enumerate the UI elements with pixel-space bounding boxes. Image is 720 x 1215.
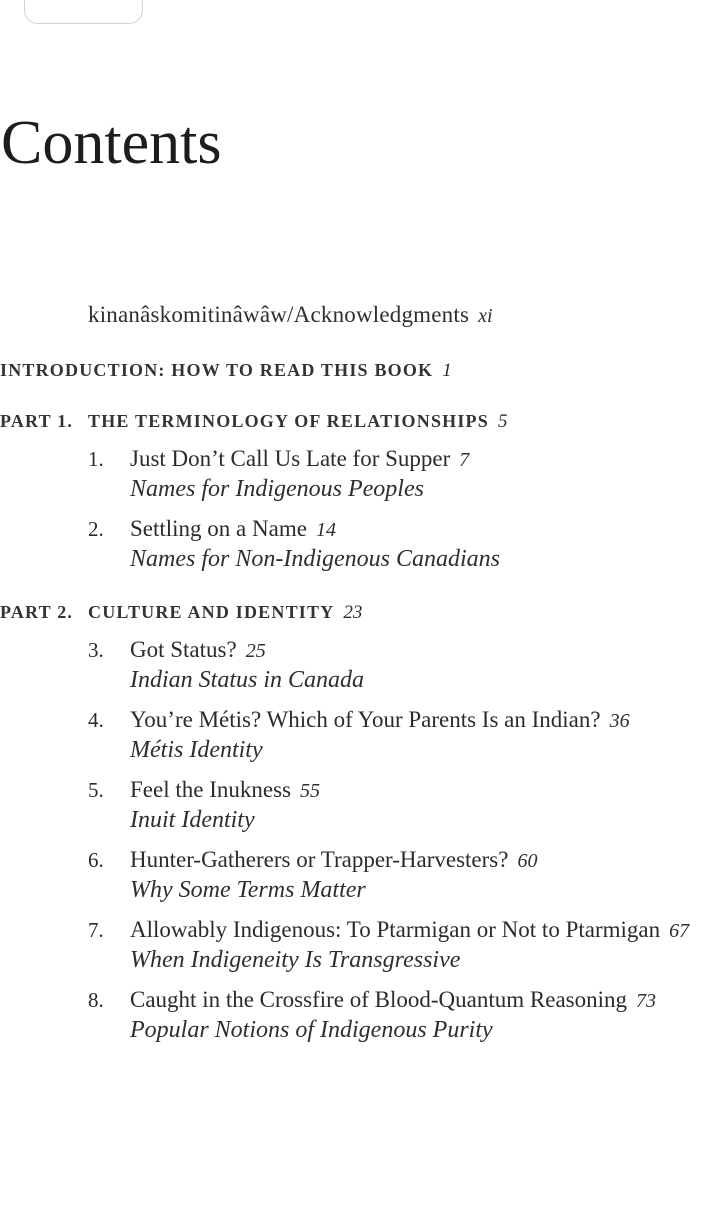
chapter-title: Feel the Inukness xyxy=(130,777,291,802)
chapter-page-number: 14 xyxy=(315,519,336,541)
chapter-entry xyxy=(130,915,689,975)
chapter-number: 1. xyxy=(88,447,104,471)
toc-part xyxy=(0,409,720,574)
chapter-title: Settling on a Name xyxy=(130,516,307,541)
toc-chapter xyxy=(88,705,720,765)
chapter-subtitle: When Indigeneity Is Transgressive xyxy=(130,947,461,973)
toc-entry-introduction xyxy=(0,358,720,383)
chapter-title: Caught in the Crossfire of Blood-Quantum Reasoning xyxy=(130,987,627,1012)
part-title: THE TERMINOLOGY OF RELATIONSHIPS xyxy=(88,411,489,431)
chapter-subtitle: Indian Status in Canada xyxy=(130,667,365,693)
part-page-number: 23 xyxy=(343,602,363,623)
chapter-number: 5. xyxy=(88,778,104,802)
chapter-title: You’re Métis? Which of Your Parents Is an Indian? xyxy=(130,707,601,732)
toc-parts xyxy=(0,409,720,1045)
toc-chapter xyxy=(88,514,720,574)
chapter-title: Got Status? xyxy=(130,637,237,662)
chapter-page-number: 67 xyxy=(669,920,690,942)
chapter-page-number: 7 xyxy=(459,449,470,471)
acknowledgments-label: kinanâskomitinâwâw/Acknowledgments xyxy=(88,302,470,327)
chapter-subtitle: Names for Indigenous Peoples xyxy=(130,476,424,502)
part-label: PART 1. xyxy=(0,411,74,431)
chapter-title: Hunter-Gatherers or Trapper-Harvesters? xyxy=(130,847,509,872)
chapter-title: Allowably Indigenous: To Ptarmigan or Not to Ptarmigan xyxy=(130,917,661,942)
chapter-title-line xyxy=(130,637,266,662)
chapter-number: 7. xyxy=(88,918,104,942)
chapter-title-line xyxy=(130,707,630,732)
chapter-entry xyxy=(130,635,364,695)
chapter-number: 2. xyxy=(88,517,104,541)
chapter-entry xyxy=(130,775,320,835)
chapter-title-line xyxy=(130,917,690,942)
chapter-page-number: 25 xyxy=(245,640,266,662)
chapter-number: 3. xyxy=(88,638,104,662)
chapter-number: 6. xyxy=(88,848,104,872)
chapter-number: 8. xyxy=(88,988,104,1012)
part-label: PART 2. xyxy=(0,602,74,622)
chapter-page-number: 60 xyxy=(517,850,538,872)
chapter-subtitle: Names for Non-Indigenous Canadians xyxy=(130,546,501,572)
chapter-title: Just Don’t Call Us Late for Supper xyxy=(130,446,451,471)
chapter-subtitle: Popular Notions of Indigenous Purity xyxy=(130,1017,493,1043)
toc-part xyxy=(0,600,720,1045)
toc-chapter xyxy=(88,915,720,975)
part-title: CULTURE AND IDENTITY xyxy=(88,602,335,622)
chapter-entry xyxy=(130,514,500,574)
chapter-page-number: 55 xyxy=(299,780,320,802)
chapter-subtitle: Inuit Identity xyxy=(130,807,255,833)
chapter-title-line xyxy=(130,446,470,471)
part-chapters xyxy=(0,444,720,574)
chapter-page-number: 36 xyxy=(609,710,630,732)
chapter-entry xyxy=(130,845,537,905)
chapter-entry xyxy=(130,985,656,1045)
part-chapters xyxy=(0,635,720,1045)
chapter-title-line xyxy=(130,516,336,541)
chapter-title-line xyxy=(130,847,538,872)
acknowledgments-page-number: xi xyxy=(478,305,493,327)
part-page-number: 5 xyxy=(497,411,508,432)
chapter-subtitle: Why Some Terms Matter xyxy=(130,877,366,903)
chapter-subtitle: Métis Identity xyxy=(130,737,263,763)
toc-chapter xyxy=(88,845,720,905)
part-heading xyxy=(0,600,720,625)
introduction-page-number: 1 xyxy=(442,360,452,381)
part-heading xyxy=(0,409,720,434)
chapter-number: 4. xyxy=(88,708,104,732)
toc-chapter xyxy=(88,775,720,835)
toc-chapter xyxy=(88,985,720,1045)
toc-chapter xyxy=(88,444,720,504)
chapter-title-line xyxy=(130,777,320,802)
chapter-entry xyxy=(130,705,630,765)
chapter-page-number: 73 xyxy=(636,990,656,1012)
chapter-title-line xyxy=(130,987,656,1012)
toc-chapter xyxy=(88,635,720,695)
toc-entry-acknowledgments xyxy=(88,300,720,331)
chapter-entry xyxy=(130,444,469,504)
page-title: Contents xyxy=(1,109,222,177)
introduction-label: INTRODUCTION: HOW TO READ THIS BOOK xyxy=(0,360,434,380)
